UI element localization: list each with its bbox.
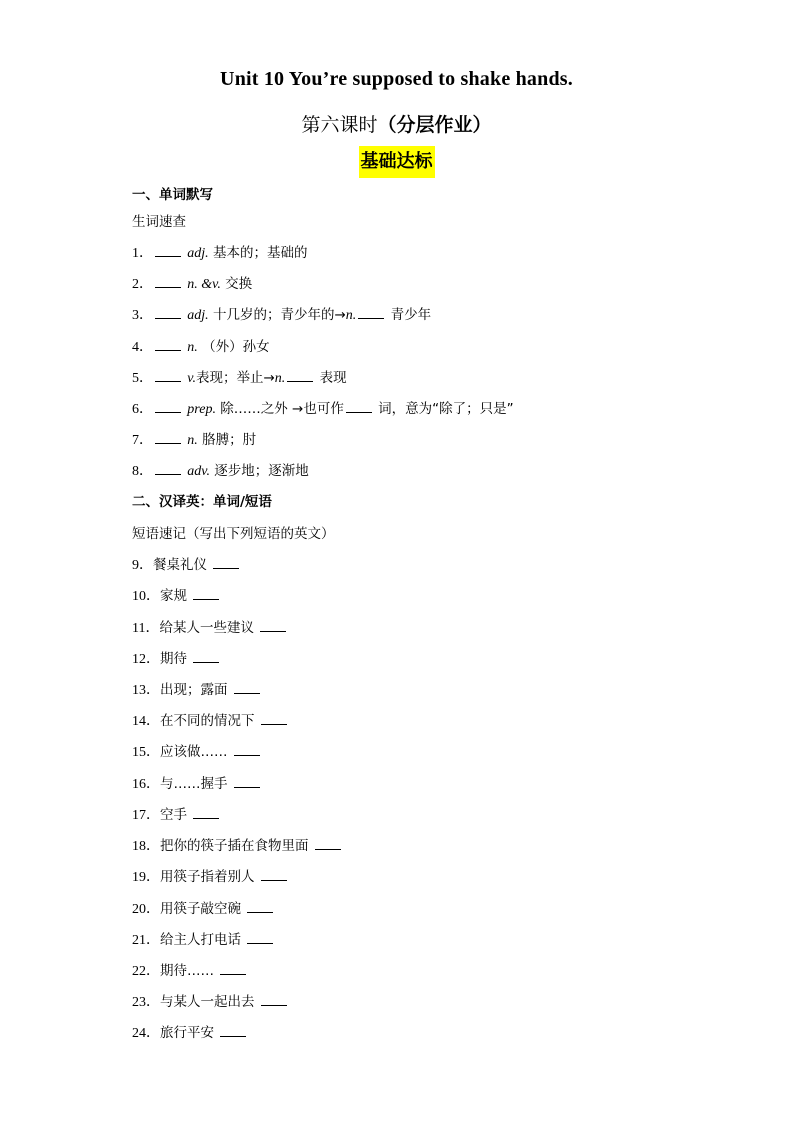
vocab-item-4: 4． n. （外）孙女 xyxy=(132,339,270,355)
phrase-item-24: 24．旅行平安 xyxy=(132,1024,248,1043)
phrase-item-11: 11．给某人一些建议 xyxy=(132,619,288,638)
phrase-item-23: 23．与某人一起出去 xyxy=(132,993,289,1012)
section1-subheading: 生词速查 xyxy=(132,214,186,230)
answer-blank[interactable] xyxy=(155,400,181,413)
lesson-subtitle xyxy=(0,110,793,137)
vocab-item-5: 5． v.表现；举止→n. 表现 xyxy=(132,370,347,386)
phrase-item-19: 19．用筷子指着别人 xyxy=(132,868,289,887)
answer-blank[interactable] xyxy=(155,431,181,444)
vocab-item-6: 6． prep. 除……之外 →也可作 词，意为“除了；只是” xyxy=(132,401,514,417)
phrase-item-16: 16．与……握手 xyxy=(132,775,262,794)
section2-heading: 二、汉译英：单词/短语 xyxy=(132,494,272,510)
answer-blank[interactable] xyxy=(261,868,287,881)
answer-blank[interactable] xyxy=(234,681,260,694)
answer-blank[interactable] xyxy=(234,775,260,788)
answer-blank[interactable] xyxy=(155,369,181,382)
vocab-item-7: 7． n. 胳膊；肘 xyxy=(132,432,257,448)
phrase-item-22: 22．期待…… xyxy=(132,962,248,981)
homework-type: （分层作业） xyxy=(377,114,492,136)
answer-blank[interactable] xyxy=(247,900,273,913)
answer-blank[interactable] xyxy=(193,650,219,663)
phrase-item-17: 17．空手 xyxy=(132,806,221,825)
answer-blank[interactable] xyxy=(220,1024,246,1037)
answer-blank[interactable] xyxy=(193,806,219,819)
answer-blank[interactable] xyxy=(193,587,219,600)
level-label: 基础达标 xyxy=(359,146,435,178)
section1-heading: 一、单词默写 xyxy=(132,187,213,203)
phrase-item-18: 18．把你的筷子插在食物里面 xyxy=(132,837,343,856)
unit-title: Unit 10 You’re supposed to shake hands. xyxy=(220,68,573,90)
vocab-item-2: 2． n. &v. 交换 xyxy=(132,276,253,292)
vocab-item-1: 1． adj. 基本的；基础的 xyxy=(132,245,308,261)
vocab-item-8: 8． adv. 逐步地；逐渐地 xyxy=(132,463,309,479)
phrase-item-9: 9．餐桌礼仪 xyxy=(132,556,241,575)
answer-blank[interactable] xyxy=(261,712,287,725)
level-banner xyxy=(0,146,793,178)
answer-blank[interactable] xyxy=(234,743,260,756)
phrase-item-13: 13．出现；露面 xyxy=(132,681,262,700)
vocab-item-3: 3． adj. 十几岁的；青少年的→n. 青少年 xyxy=(132,307,432,323)
answer-blank[interactable] xyxy=(287,369,313,382)
answer-blank[interactable] xyxy=(220,962,246,975)
answer-blank[interactable] xyxy=(155,306,181,319)
answer-blank[interactable] xyxy=(213,556,239,569)
phrase-item-15: 15．应该做…… xyxy=(132,743,262,762)
phrase-item-21: 21．给主人打电话 xyxy=(132,931,275,950)
phrase-item-20: 20．用筷子敲空碗 xyxy=(132,900,275,919)
lesson-label: 第六课时 xyxy=(301,114,378,136)
answer-blank[interactable] xyxy=(346,400,372,413)
phrase-item-14: 14．在不同的情况下 xyxy=(132,712,289,731)
phrase-item-12: 12．期待 xyxy=(132,650,221,669)
answer-blank[interactable] xyxy=(155,244,181,257)
answer-blank[interactable] xyxy=(315,837,341,850)
answer-blank[interactable] xyxy=(260,619,286,632)
answer-blank[interactable] xyxy=(358,306,384,319)
answer-blank[interactable] xyxy=(155,275,181,288)
answer-blank[interactable] xyxy=(261,993,287,1006)
answer-blank[interactable] xyxy=(247,931,273,944)
answer-blank[interactable] xyxy=(155,338,181,351)
section2-subheading: 短语速记（写出下列短语的英文） xyxy=(132,526,335,542)
answer-blank[interactable] xyxy=(155,462,181,475)
phrase-item-10: 10．家规 xyxy=(132,587,221,606)
